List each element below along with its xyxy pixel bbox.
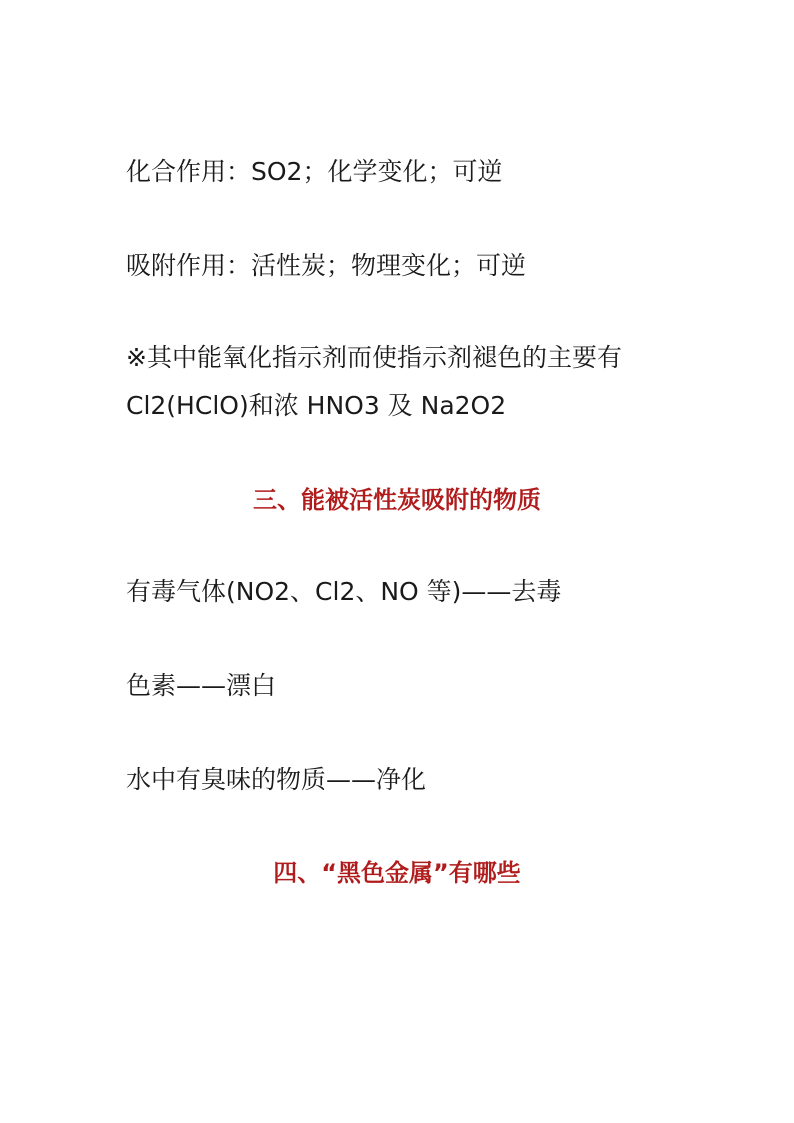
section-4-heading: 四、“黑色金属”有哪些 [273, 859, 521, 887]
note-line-1: ※其中能氧化指示剂而使指示剂褪色的主要有 [126, 343, 622, 372]
list-item: 水中有臭味的物质——净化 [126, 765, 427, 794]
adsorption-effect-line: 吸附作用：活性炭；物理变化；可逆 [126, 251, 527, 280]
combination-effect-line: 化合作用：SO2；化学变化；可逆 [126, 157, 503, 186]
list-item: 色素——漂白 [126, 671, 277, 700]
list-item: 有毒气体(NO2、Cl2、NO 等)——去毒 [126, 577, 562, 606]
section-3-heading: 三、能被活性炭吸附的物质 [253, 486, 541, 514]
oxidizing-indicator-note [126, 334, 726, 430]
note-line-2: Cl2(HClO)和浓 HNO3 及 Na2O2 [126, 391, 507, 420]
